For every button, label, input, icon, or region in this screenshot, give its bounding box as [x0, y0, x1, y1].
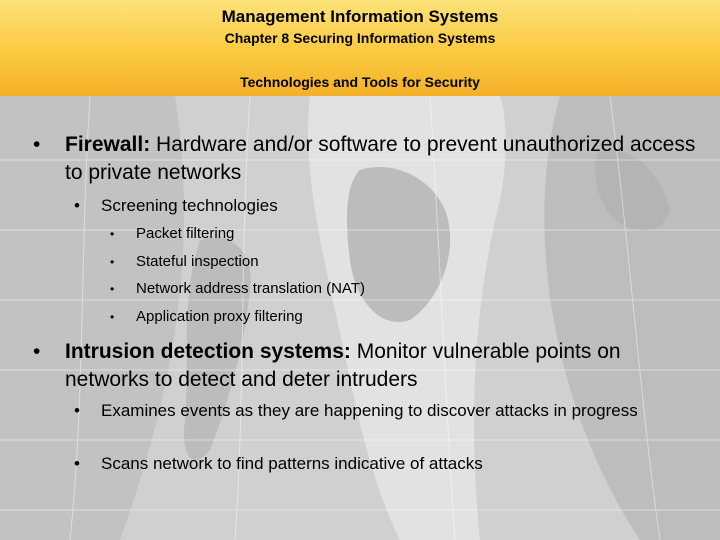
- screening-item: Stateful inspection: [136, 253, 259, 270]
- header-title: Management Information Systems: [221, 7, 499, 26]
- bullet-dot: •: [110, 282, 115, 296]
- slide-content: [0, 96, 720, 540]
- bullet-dot: •: [33, 340, 41, 363]
- header-chapter: Chapter 8 Securing Information Systems: [224, 30, 496, 46]
- bullet-dot: •: [33, 133, 41, 156]
- header-section: Technologies and Tools for Security: [240, 74, 480, 90]
- ids-sub-item: Examines events as they are happening to discover attacks in progress: [101, 401, 638, 420]
- firewall-term: Firewall:: [65, 133, 151, 156]
- bullet-dot: •: [74, 454, 80, 473]
- ids-sub-item: Scans network to find patterns indicative of attacks: [101, 454, 483, 473]
- ids-description: Monitor vulnerable points on networks to detect and deter intruders: [65, 340, 621, 391]
- bullet-dot: •: [110, 310, 115, 324]
- ids-term: Intrusion detection systems:: [65, 340, 351, 363]
- screening-label: Screening technologies: [101, 196, 278, 215]
- screening-item: Network address translation (NAT): [136, 280, 365, 297]
- firewall-description: Hardware and/or software to prevent unauthorized access to private networks: [65, 133, 696, 184]
- bullet-dot: •: [74, 401, 80, 420]
- screening-item: Packet filtering: [136, 225, 235, 242]
- screening-item: Application proxy filtering: [136, 308, 303, 325]
- slide-header: [0, 0, 720, 96]
- bullet-dot: •: [110, 227, 115, 241]
- bullet-dot: •: [74, 196, 80, 215]
- bullet-dot: •: [110, 255, 115, 269]
